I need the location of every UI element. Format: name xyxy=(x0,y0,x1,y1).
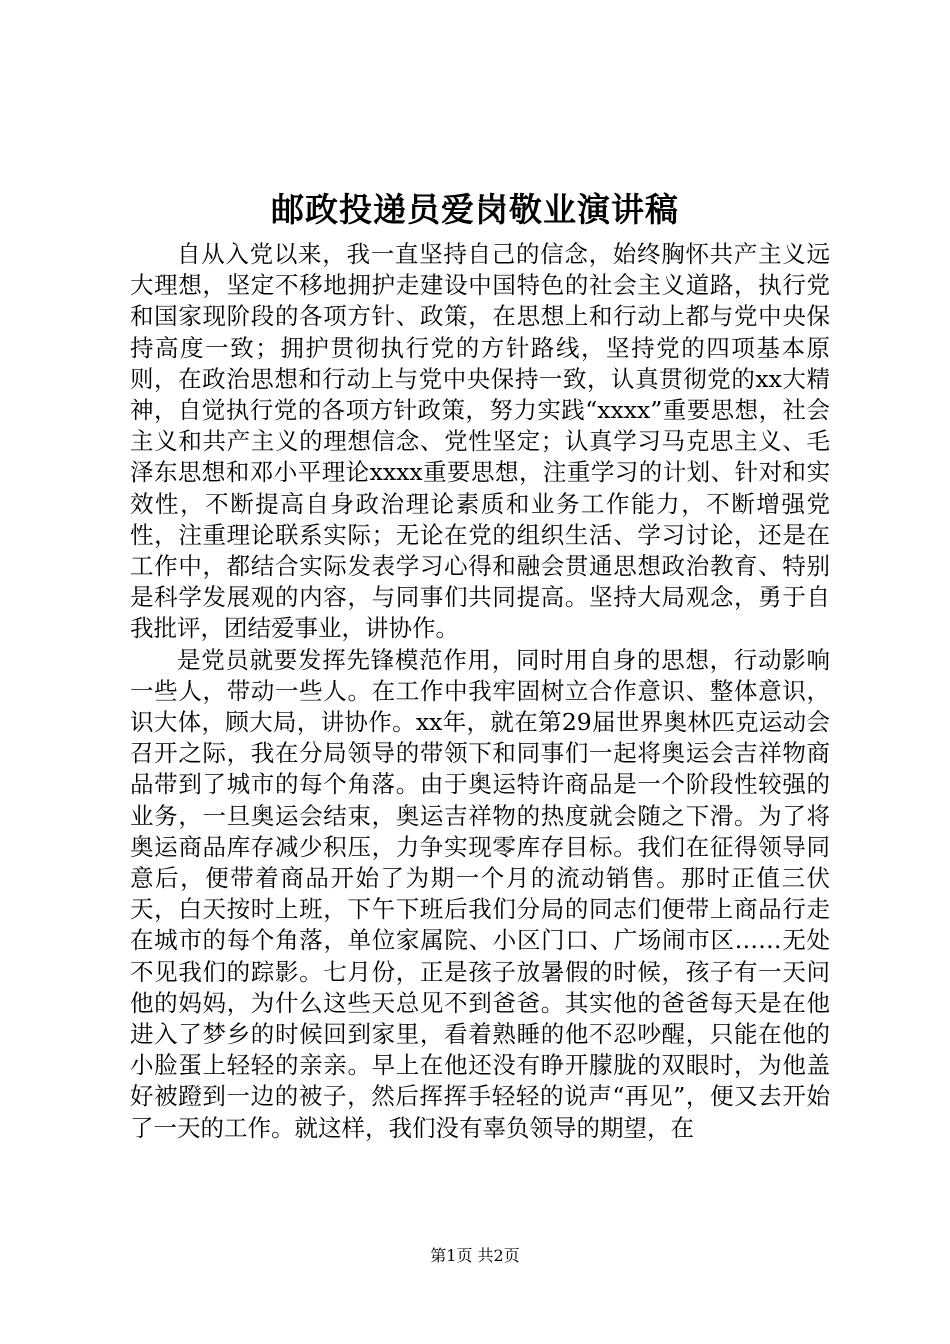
document-title: 邮政投递员爱岗敬业演讲稿 xyxy=(271,190,679,229)
document-body xyxy=(130,239,830,1144)
page-footer: 第1页 共2页 xyxy=(430,1246,520,1265)
paragraph-2: 是党员就要发挥先锋模范作用，同时用自身的思想，行动影响一些人，带动一些人。在工作中我牢固树立合作意识、整体意识，识大体，顾大局，讲协作。xx年，就在第29届世界奥林匹克运动会召开之际，我在分局领导的带领下和同事们一起将奥运会吉祥物商品带到了城市的每个角落。由于奥运特许商品是一个阶段性较强的业务，一旦奥运会结束，奥运吉祥物的热度就会随之下滑。为了将奥运商品库存减少积压，力争实现零库存目标。我们在征得领导同意后，便带着商品开始了为期一个月的流动销售。那时正值三伏天，白天按时上班，下午下班后我们分局的同志们便带上商品行走在城市的每个角落，单位家属院、小区门口、广场闹市区……无处不见我们的踪影。七月份，正是孩子放暑假的时候，孩子有一天问他的妈妈，为什么这些天总见不到爸爸。其实他的爸爸每天是在他进入了梦乡的时候回到家里，看着熟睡的他不忍吵醒，只能在他的小脸蛋上轻轻的亲亲。早上在他还没有睁开朦胧的双眼时，为他盖好被蹬到一边的被子，然后挥挥手轻轻的说声“再见”，便又去开始了一天的工作。就这样，我们没有辜负领导的期望，在 xyxy=(130,645,830,1142)
paragraph-1: 自从入党以来，我一直坚持自己的信念，始终胸怀共产主义远大理想，坚定不移地拥护走建设中国特色的社会主义道路，执行党和国家现阶段的各项方针、政策，在思想上和行动上都与党中央保持高度一致；拥护贯彻执行党的方针路线，坚持党的四项基本原则，在政治思想和行动上与党中央保持一致，认真贯彻党的xx大精神，自觉执行党的各项方针政策，努力实践“xxxx”重要思想，社会主义和共产主义的理想信念、党性坚定；认真学习马克思主义、毛泽东思想和邓小平理论xxxx重要思想，注重学习的计划、针对和实效性，不断提高自身政治理论素质和业务工作能力，不断增强党性，注重理论联系实际；无论在党的组织生活、学习讨论，还是在工作中，都结合实际发表学习心得和融会贯通思想政治教育、特别是科学发展观的内容，与同事们共同提高。坚持大局观念，勇于自我批评，团结爱事业，讲协作。 xyxy=(130,240,830,643)
